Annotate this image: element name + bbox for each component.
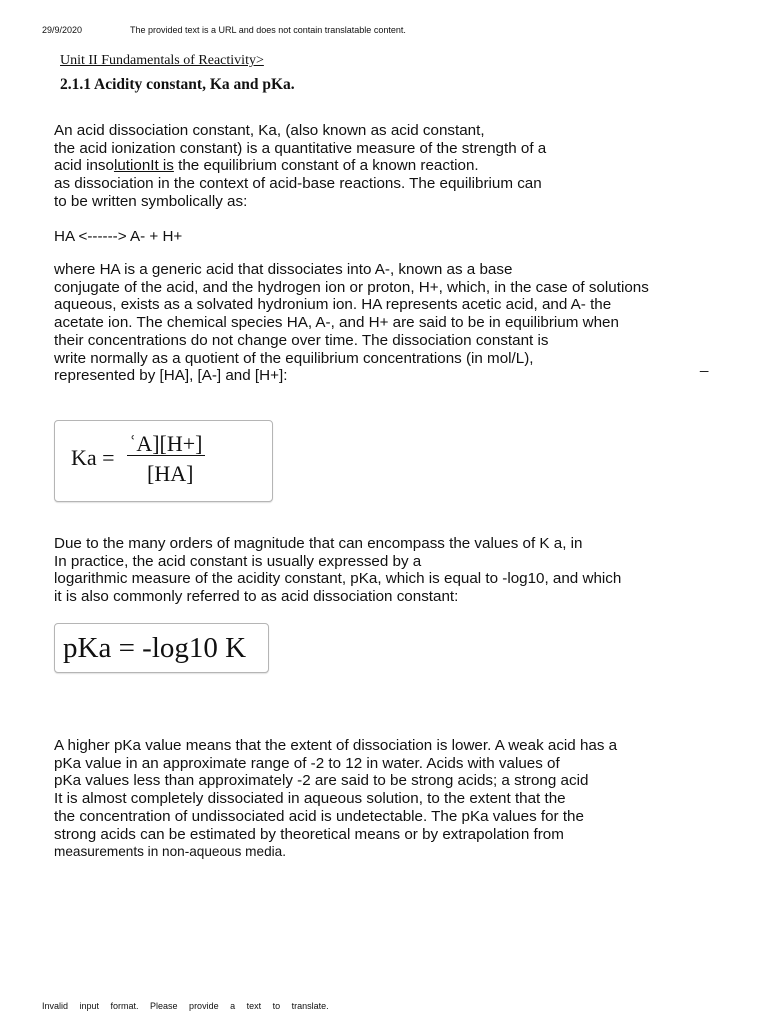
header-date: 29/9/2020	[42, 25, 83, 35]
ka-formula-denominator: [HA]	[147, 461, 194, 486]
text-line: Due to the many orders of magnitude that can encompass the values of K a, in	[54, 535, 583, 552]
text-line: where HA is a generic acid that dissociates into A-, known as a base	[54, 261, 513, 278]
breadcrumb-link[interactable]: Unit II Fundamentals of Reactivity>	[60, 53, 264, 68]
text-line: It is almost completely dissociated in aqueous solution, to the extent that the	[54, 790, 566, 808]
intro-paragraph	[54, 122, 546, 211]
ka-formula-lhs: Ka =	[71, 445, 115, 470]
footer-note: Invalid input format. Please provide a text to translate.	[42, 1001, 329, 1011]
text-line: An acid dissociation constant, Ka, (also known as acid constant,	[54, 122, 485, 139]
pka-formula: pKa = -log10 K	[63, 632, 247, 664]
text-line: In practice, the acid constant is usually expressed by a	[54, 552, 422, 570]
text-line: as dissociation in the context of acid-base reactions. The equilibrium can	[54, 175, 542, 193]
explanation-paragraph	[54, 261, 649, 385]
text-line: pKa values less than approximately -2 are said to be strong acids; a strong acid	[54, 772, 589, 790]
text-line: represented by [HA], [A-] and [H+]:	[54, 367, 288, 385]
text-fragment: the equilibrium constant of a known reaction.	[173, 157, 479, 175]
ka-formula-box	[54, 420, 273, 502]
text-line: strong acids can be estimated by theoretical means or by extrapolation from	[54, 825, 564, 843]
magnitude-paragraph	[54, 535, 621, 606]
section-title: 2.1.1 Acidity constant, Ka and pKa.	[60, 76, 295, 93]
text-line: the acid ionization constant) is a quantitative measure of the strength of a	[54, 139, 547, 157]
text-line: it is also commonly referred to as acid dissociation constant:	[54, 588, 459, 606]
pka-formula-box	[54, 623, 269, 673]
text-line: acetate ion. The chemical species HA, A-, and H+ are said to be in equilibrium when	[54, 314, 619, 332]
text-line: their concentrations do not change over time. The dissociation constant is	[54, 331, 549, 349]
reaction-equation: HA <------> A- + H+	[54, 228, 183, 245]
ka-formula-numerator: ʿA][H+]	[129, 431, 203, 456]
header-note: The provided text is a URL and does not contain translatable content.	[130, 25, 406, 35]
text-line: measurements in non-aqueous media.	[54, 844, 286, 860]
text-line: to be written symbolically as:	[54, 192, 248, 210]
text-line: write normally as a quotient of the equilibrium concentrations (in mol/L),	[54, 349, 534, 367]
text-line: logarithmic measure of the acidity constant, pKa, which is equal to -log10, and which	[54, 570, 622, 588]
text-fragment: acid inso	[54, 157, 114, 175]
underlined-fragment: lutionIt is	[113, 157, 174, 175]
text-line: the concentration of undissociated acid is undetectable. The pKa values for the	[54, 807, 584, 825]
text-line: aqueous, exists as a solvated hydronium ion. HA represents acetic acid, and A- the	[54, 296, 612, 314]
text-line: A higher pKa value means that the extent of dissociation is lower. A weak acid has a	[54, 737, 618, 754]
stray-mark: _	[700, 356, 709, 373]
pka-meaning-paragraph	[54, 737, 617, 861]
text-line: conjugate of the acid, and the hydrogen ion or proton, H+, which, in the case of solutions	[54, 278, 649, 296]
text-line	[54, 157, 546, 175]
text-line: pKa value in an approximate range of -2 to 12 in water. Acids with values of	[54, 754, 560, 772]
